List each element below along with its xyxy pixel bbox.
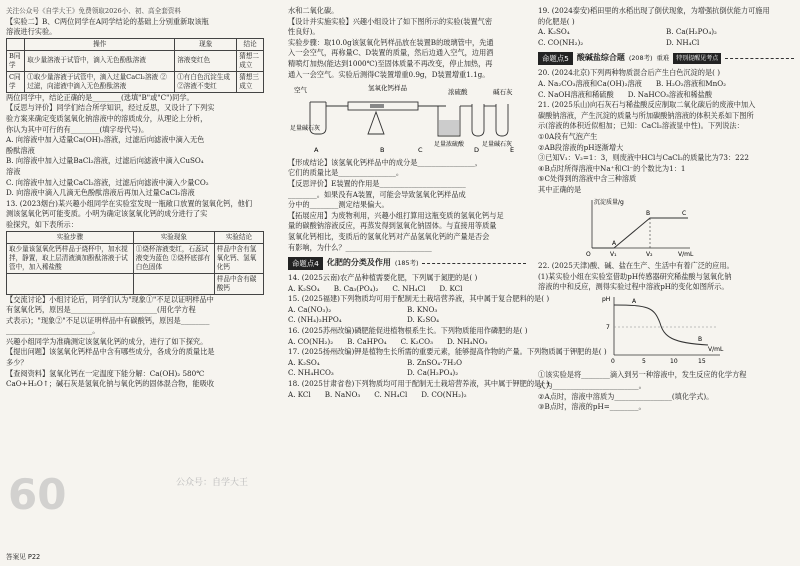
answer-option: A. K₂SO₄	[288, 357, 320, 367]
text-line: 精喷灯加热(能达到1000℃)至固体质量不再改变，停止加热，再	[288, 58, 493, 68]
answer-option: B. CaHPO₄	[347, 336, 387, 346]
chart-point: A	[612, 239, 617, 247]
section-difficulty: 重难	[656, 54, 670, 63]
question-stem: 19. (2024泰安)稻田里的水稻出现了倒伏现象，为增强抗倒伏能力可施用	[538, 6, 770, 15]
apparatus-label: 浓硫酸	[448, 88, 468, 97]
chart-ylabel: 沉淀质量/g	[594, 198, 624, 206]
answer-option: A. Ca(NO₃)₂	[288, 304, 332, 314]
text-line: 【反思评价】E装置的作用是________________________	[288, 178, 466, 188]
text-line: B. 向溶液中加入过量BaCl₂溶液，过滤后向滤液中滴入CuSO₄	[6, 156, 204, 166]
question-13-continued	[288, 6, 526, 80]
apparatus-letter: D	[474, 146, 480, 155]
text-line: 性良好)。	[288, 27, 320, 37]
text-line: 有影响，为什么？________________________	[288, 242, 432, 252]
apparatus-label: 足量碱石灰	[290, 125, 321, 133]
text-line: 实验步骤：取10.0g该氢氧化钙样品放在装置B的玻璃管中，先通	[288, 37, 494, 47]
text-line: 多少？	[6, 358, 28, 368]
table-row	[7, 71, 264, 92]
table-header: 实验步骤	[7, 231, 134, 243]
answer-option: D. NH₄Cl	[666, 37, 700, 47]
left-column	[6, 6, 264, 390]
text-line: ①0A段有气泡产生	[538, 131, 598, 141]
text-line: 【设计并实施实验】兴趣小组设计了如下图所示的实验(装置气密	[288, 16, 493, 26]
section-badge: 特别提醒见考点	[673, 53, 721, 64]
apparatus-label: 氢氧化钙样品	[368, 84, 407, 93]
table-cell: C同学	[7, 71, 25, 92]
text-line: 式表示)；"现象②"不足以证明样品中有碳酸钙，原因是________	[6, 315, 210, 325]
answer-option: B. H₂O₂溶液和MnO₂	[655, 78, 726, 88]
answer-option: C. CO(NH₂)₂	[538, 37, 584, 47]
text-line: C. 向溶液中加入过量CaCl₂溶液，过滤后向滤液中滴入少量CO₂	[6, 177, 209, 187]
table-cell: 取少量该氢氧化钙样品于烧杯中，加水搅拌，静置，取上层清液滴加酚酞溶液于试管中，加入稀盐酸	[7, 243, 134, 273]
text-line: ________________________。	[6, 326, 100, 336]
text-line: 兴趣小组同学为准确测定该氢氧化钙的成分，进行了如下探究。	[6, 336, 208, 346]
text-line: 13. (2023烟台)某兴趣小组同学在实验室发现一瓶敞口放置的氢氧化钙，他们	[6, 198, 253, 208]
ph-xlabel: V/mL	[708, 345, 724, 353]
text-line: 【实验二】B、C两位同学在A同学结论的基础上分别重新取该瓶	[6, 16, 209, 26]
question-stem: 18. (2025甘肃省卷)下列物质均可用于配制无土栽培营养液，其中属于钾肥的是( )	[288, 379, 550, 389]
text-line: 【拓展应用】为废物利用，兴趣小组打算用这瓶变质的氢氧化钙与足	[288, 210, 504, 220]
chart-xlabel: V/mL	[678, 250, 694, 258]
answer-option: B. ZnSO₄·7H₂O	[407, 357, 463, 367]
question-stem: 的化肥是( )	[538, 16, 575, 26]
experiment-table-2	[6, 231, 264, 295]
table-cell: 溶液变红色	[175, 50, 237, 71]
text-line: 测该氢氧化钙可能变质。小明为确定该氢氧化钙的成分进行了实	[6, 209, 208, 219]
question-stem: 16. (2025苏州改编)磷肥能促进植物根系生长。下列物质能用作磷肥的是( )	[288, 326, 528, 336]
text-line: ②A点时，溶液中溶质为________________(填化学式)。	[538, 391, 714, 401]
question-20	[538, 68, 794, 100]
table-cell: 猜想二成立	[237, 50, 264, 71]
answer-option: B. Ca₃(PO₄)₂	[333, 283, 379, 293]
answer-option: D. KCl	[439, 283, 463, 293]
answer-option: B. KNO₃	[407, 304, 438, 314]
answer-option: D. Ca(H₂PO₄)₂	[407, 368, 459, 378]
text-line: ③已知V₁：V₂=1：3，则废液中HCl与CaCl₂的质量比为73：222	[538, 153, 749, 163]
answer-ref: 答案见 P22	[6, 553, 41, 561]
apparatus-label: 碱石灰	[493, 88, 513, 97]
text-line: (1)某实验小组在实验室借助pH传感器研究稀盐酸与氢氧化钠	[538, 271, 732, 281]
table-row	[7, 50, 264, 71]
text-line: 22. (2025天津)酸、碱、盐在生产、生活中有着广泛的应用。	[538, 261, 734, 271]
answer-option: D. NaHCO₃溶液和稀盐酸	[627, 89, 713, 99]
page-number: 60	[8, 470, 67, 519]
experiment-table-1	[6, 38, 264, 93]
table-cell: 样品中含有氢氧化钙、氢氧化钙	[214, 243, 263, 273]
text-line: 验方案来确定变质氢氧化钠溶液中的溶质成分，从理论上分析，	[6, 113, 208, 123]
answer-option: C. NaOH溶液和稀硫酸	[538, 89, 614, 99]
table-cell: 取少量溶液于试管中，滴入无色酚酞溶液	[25, 50, 175, 71]
question-12-text	[6, 93, 264, 199]
answer-option: A. Na₂CO₃溶液和Ca(OH)₂溶液	[538, 78, 642, 88]
apparatus-label: 空气	[294, 86, 307, 95]
precipitate-chart	[578, 196, 698, 258]
answer-option: D. CO(NH₂)₂	[421, 389, 467, 399]
table-header: 结论	[237, 38, 264, 50]
fertilizer-question	[288, 294, 550, 326]
table-header: 实验现象	[133, 231, 214, 243]
table-header: 现象	[175, 38, 237, 50]
table-header: 实验结论	[214, 231, 263, 243]
text-line: 你认为其中可行的有________(填字母代号)。	[6, 124, 149, 134]
ph-ytick: 7	[606, 323, 610, 331]
text-line: ③B点时，溶液的pH=________。	[538, 402, 646, 412]
table-row	[7, 243, 264, 273]
watermark: 公众号：自学大王	[176, 478, 249, 488]
apparatus-letter: B	[380, 146, 385, 155]
fertilizer-question	[288, 347, 607, 379]
table-cell: B同学	[7, 50, 25, 71]
ph-xtick: 5	[642, 357, 646, 365]
text-line: 通入一会空气。实验后测得C装置增重0.9g，D装置增重1.1g。	[288, 69, 490, 79]
fertilizer-question	[288, 273, 526, 294]
question-13-conclusion	[288, 158, 526, 253]
text-line: 分中的________测定结果偏大。	[288, 200, 389, 210]
ph-ylabel: pH	[602, 295, 611, 303]
text-line: 两位同学中，结论正确的是________(选填"B"或"C")同学。	[6, 92, 194, 102]
text-line: 量的碳酸钠溶液反应，再蒸发得到氢氧化钠固体。与直接用等质量	[288, 221, 497, 231]
table-cell	[133, 273, 214, 294]
answer-option: C. NH₄Cl	[374, 389, 408, 399]
answer-option: C. NH₄Cl	[392, 283, 426, 293]
text-line: 【形成结论】该氢氧化钙样品中的成分是________________，	[288, 157, 483, 167]
ph-chart	[598, 293, 728, 367]
question-21	[538, 100, 794, 195]
apparatus-label: 足量碱石灰	[482, 141, 513, 149]
answer-option: C. K₂CO₃	[400, 336, 433, 346]
text-line: ②AB段溶液的pH逐渐增大	[538, 142, 624, 152]
chart-tick: V₂	[646, 250, 653, 258]
table-cell	[7, 273, 134, 294]
answer-option: A. CO(NH₂)₂	[288, 336, 334, 346]
text-line: 示(溶液的体积近似相加；已知：CaCl₂溶液显中性)。下列说法：	[538, 121, 744, 131]
table-cell: 样品中含有碳酸钙	[214, 273, 263, 294]
ph-xtick: 10	[670, 357, 678, 365]
table-row	[7, 273, 264, 294]
question-stem: 20. (2024北京)下列两种物质混合后产生白色沉淀的是( )	[538, 68, 721, 78]
section-count: (185考)	[394, 258, 419, 267]
text-line: 【查阅资料】氢氧化钙在一定温度下能分解：Ca(OH)₂ 580℃	[6, 368, 205, 378]
table-cell: ①有白色沉淀生成 ②溶液不变红	[175, 71, 237, 92]
text-line: 氢氧化钙相比，变质后的氢氧化钙对产品氢氧化钙的产量是否会	[288, 231, 490, 241]
table-cell: 猜想三成立	[237, 71, 264, 92]
section-title: 化肥的分类及作用	[326, 257, 391, 267]
text-line: D. 向溶液中滴入几滴无色酚酞溶液后再加入过量CaCl₂溶液	[6, 188, 195, 198]
section-count: (208考)	[628, 54, 653, 63]
apparatus-letter: A	[314, 146, 319, 155]
ph-point: A	[632, 297, 637, 305]
answer-option: A. KCl	[288, 389, 311, 399]
question-19	[538, 6, 794, 48]
text-line: 水和二氧化碳。	[288, 6, 339, 15]
apparatus-letter: C	[418, 146, 423, 155]
table-cell: ①取少量溶液于试管中，滴入过量CaCl₂溶液 ②过滤，向滤液中滴入无色酚酞溶液	[25, 71, 175, 92]
answer-option: D. NH₄NO₃	[446, 336, 488, 346]
question-13-stem	[6, 199, 264, 231]
text-line: 酚酞溶液	[6, 145, 35, 155]
question-13-text	[6, 295, 264, 390]
answer-option: C. NH₄HCO₃	[288, 368, 334, 378]
text-line: 溶液	[6, 166, 21, 176]
section-title: 酸碱盐综合题	[576, 53, 625, 63]
chart-point: B	[646, 209, 651, 217]
text-line: 有氢氧化钙，原因是________________________(用化学方程	[6, 305, 196, 315]
question-stem: 17. (2025扬州改编)钾是植物生长所需的重要元素，能够提高作物的产量。下列物质属于钾肥的是( )	[288, 347, 607, 357]
apparatus-label: 足量浓硫酸	[434, 141, 465, 149]
text-line: 碳酸钠溶液，产生沉淀的质量与所加碳酸钠溶液的体积关系如下图所	[538, 110, 754, 120]
right-column	[538, 6, 794, 413]
question-stem: 14. (2025云南)农产品种植需要化肥，下列属于氮肥的是( )	[288, 273, 478, 283]
text-line: ①该实验是将________滴入到另一种溶液中，发生反应的化学方程	[538, 370, 747, 380]
answer-option: B. NaNO₃	[324, 389, 361, 399]
text-line: 溶液的中和反应，测得实验过程中溶液pH的变化如图所示。	[538, 282, 729, 292]
experiment-2-intro	[6, 17, 264, 38]
text-line: ________。如果没有A装置，可能会导致氢氧化钙样品成	[288, 189, 466, 199]
ph-xtick: 0	[611, 357, 615, 365]
text-line: CaO+H₂O↑；碱石灰是氢氧化钠与氧化钙的固体混合物，能吸收	[6, 379, 215, 389]
fertilizer-question	[288, 379, 550, 400]
section-header-5	[538, 51, 794, 65]
page-header: 关注公众号《自学大王》免费领取2026小、初、高全套资料	[6, 7, 182, 15]
question-22	[538, 261, 794, 293]
section-tag: 命题点5	[538, 52, 573, 65]
question-stem: 15. (2025福建)下列物质均可用于配制无土栽培营养液，其中属于复合肥料的是( )	[288, 294, 550, 304]
chart-point: C	[682, 209, 687, 217]
text-line: ⑤C处得到的溶液中含三种溶质	[538, 174, 637, 184]
table-header	[7, 38, 25, 50]
answer-option: B. Ca(H₂PO₄)₂	[666, 27, 717, 37]
text-line: 【反思与评价】同学们结合所学知识，经过反思，又设计了下列实	[6, 103, 215, 113]
question-22-answers	[538, 370, 794, 412]
fertilizer-question	[288, 326, 526, 347]
text-line: 21. (2025乐山)向石灰石与稀盐酸反应制取二氧化碳后的废液中加入	[538, 100, 756, 110]
apparatus-letter: E	[510, 146, 515, 155]
text-line: 其中正确的是	[538, 184, 582, 194]
section-tag: 命题点4	[288, 257, 323, 270]
text-line: 式为________________________。	[538, 381, 646, 391]
answer-option: A. K₂SO₄	[538, 27, 570, 37]
text-line: 【交流讨论】小组讨论后，同学们认为"现象①"不足以证明样品中	[6, 294, 214, 304]
text-line: ④B点时所得溶液中Na⁺和Cl⁻的个数比为1：1	[538, 163, 686, 173]
section-header-4	[288, 256, 526, 270]
table-cell: ①烧杯溶液变红，石蕊试液变为蓝色 ②烧杯底部有白色固体	[133, 243, 214, 273]
ph-xtick: 15	[698, 357, 706, 365]
text-line: A. 向溶液中加入适量Ca(OH)₂溶液，过滤后向滤液中滴入无色	[6, 135, 205, 145]
apparatus-diagram	[288, 80, 526, 154]
chart-tick: V₁	[610, 250, 617, 258]
text-line: 入一会空气，再称量C、D装置的质量，然后边通入空气，边用酒	[288, 48, 494, 58]
answer-option: A. K₂SO₄	[288, 283, 320, 293]
text-line: 【提出问题】该氢氧化钙样品中含有哪些成分，各成分的质量比是	[6, 347, 215, 357]
ph-point: B	[698, 335, 703, 343]
answer-option: C. (NH₄)₂HPO₄	[288, 315, 342, 325]
text-line: 验探究，如下表所示：	[6, 219, 78, 229]
table-header: 操作	[25, 38, 175, 50]
text-line: 它们的质量比是________________。	[288, 168, 404, 178]
answer-option: D. K₂SO₄	[407, 315, 440, 325]
text-line: 溶液进行实验。	[6, 27, 57, 37]
chart-point: O	[586, 250, 591, 258]
